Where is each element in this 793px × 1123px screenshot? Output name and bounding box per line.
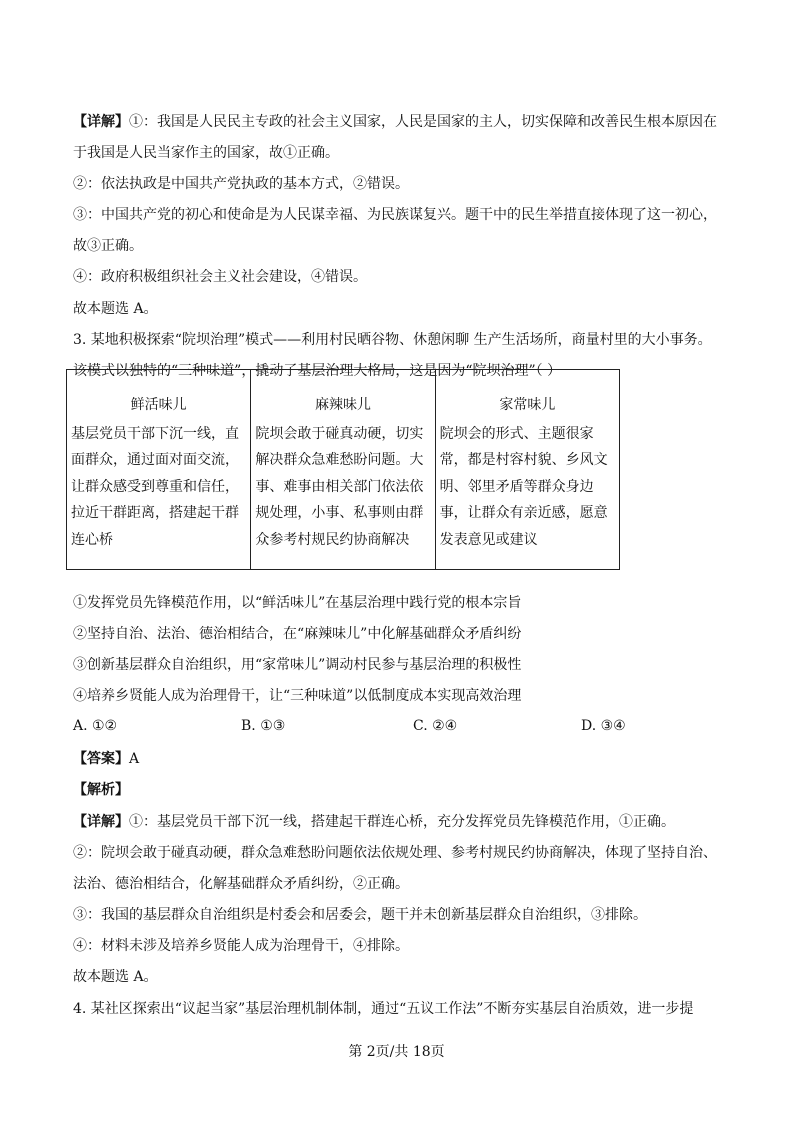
q3-detail-line-1: 【详解】①：基层党员干部下沉一线，搭建起干群连心桥，充分发挥党员先锋模范作用，①正确。 — [73, 814, 675, 830]
q2-detail-line-1: 【详解】①：我国是人民民主专政的社会主义国家，人民是国家的主人，切实保障和改善民生根本原因在 — [73, 114, 717, 130]
option-c: C. ②④ — [413, 718, 458, 734]
q3-stem-line-2: 该模式以独特的“三种味道”，撬动了基层治理大格局，这是因为“院坝治理”（ ） — [73, 363, 562, 379]
q3-detail-line-5: ④：材料未涉及培养乡贤能人成为治理骨干，④排除。 — [73, 938, 409, 954]
table-cell-spicy — [251, 370, 435, 570]
q3-analysis-label: 【解析】 — [73, 782, 129, 798]
option-d: D. ③④ — [581, 718, 626, 734]
table-cell-fresh — [67, 370, 251, 570]
q3-detail-line-4: ③：我国的基层群众自治组织是村委会和居委会，题干并未创新基层群众自治组织，③排除。 — [73, 907, 647, 923]
detail-label: 【详解】 — [73, 814, 129, 830]
q2-detail-line-5: 故③正确。 — [73, 238, 143, 254]
table-heading: 鲜活味儿 — [130, 397, 187, 413]
q3-material-table — [66, 369, 620, 570]
q3-answer — [73, 749, 139, 769]
q2-detail-line-4: ③：中国共产党的初心和使命是为人民谋幸福、为民族谋复兴。题干中的民生举措直接体现了这一初心， — [73, 207, 717, 223]
detail-label: 【详解】 — [73, 114, 129, 130]
table-text: 院坝会敢于碰真动硬，切实解决群众急难愁盼问题。大事、难事由相关部门依法依规处理，小事、私事则由群众参考村规民约协商解决 — [255, 425, 424, 548]
page-footer: 第 2页/共 18页 — [348, 1044, 445, 1060]
q2-detail-line-3: ②：依法执政是中国共产党执政的基本方式，②错误。 — [73, 176, 409, 192]
q3-statement-3: ③创新基层群众自治组织，用“家常味儿”调动村民参与基层治理的积极性 — [73, 657, 522, 673]
table-heading: 家常味儿 — [499, 397, 556, 413]
q3-conclusion: 故本题选 A。 — [73, 969, 158, 985]
q3-statement-2: ②坚持自治、法治、德治相结合，在“麻辣味儿”中化解基础群众矛盾纠纷 — [73, 626, 522, 642]
table-text: 基层党员干部下沉一线，直面群众，通过面对面交流，让群众感受到尊重和信任，拉近干群距离，搭建起干群连心桥 — [71, 425, 239, 548]
q2-detail-line-2: 于我国是人民当家作主的国家，故①正确。 — [73, 145, 339, 161]
option-b: B. ①③ — [241, 718, 286, 734]
q3-statement-1: ①发挥党员先锋模范作用，以“鲜活味儿”在基层治理中践行党的根本宗旨 — [73, 595, 522, 611]
answer-value: A — [129, 751, 140, 767]
answer-label: 【答案】 — [73, 751, 129, 767]
table-cell-homely — [435, 370, 619, 570]
q3-detail-line-3: 法治、德治相结合，化解基础群众矛盾纠纷，②正确。 — [73, 876, 409, 892]
q3-detail-line-2: ②：院坝会敢于碰真动硬，群众急难愁盼问题依法依规处理、参考村规民约协商解决，体现了坚持自治、 — [73, 845, 717, 861]
table-text: 院坝会的形式、主题很家常，都是村容村貌、乡风文明、邻里矛盾等群众身边事，让群众有亲近感，愿意发表意见或建议 — [439, 425, 608, 548]
q3-stem-line-1: 3. 某地积极探索“院坝治理”模式——利用村民晒谷物、休憩闲聊 生产生活场所，商量村里的大小事务。 — [73, 332, 712, 348]
table-heading: 麻辣味儿 — [314, 397, 371, 413]
q2-detail-line-6: ④：政府积极组织社会主义社会建设，④错误。 — [73, 269, 367, 285]
q2-conclusion: 故本题选 A。 — [73, 301, 158, 317]
option-a: A. ①② — [73, 718, 118, 734]
q4-stem-line-1: 4. 某社区探索出“议起当家”基层治理机制体制，通过“五议工作法”不断夯实基层自治质效，进一步提 — [73, 1001, 694, 1017]
q3-options — [73, 718, 733, 738]
q3-statement-4: ④培养乡贤能人成为治理骨干，让“三种味道”以低制度成本实现高效治理 — [73, 688, 522, 704]
